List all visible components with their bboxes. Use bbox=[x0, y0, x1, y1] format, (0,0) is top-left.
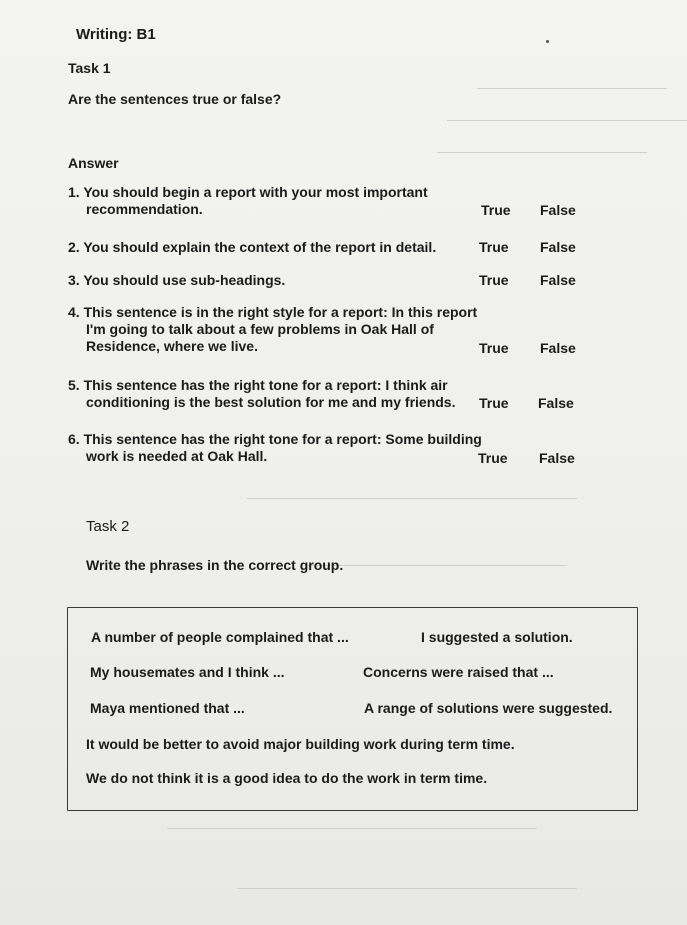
question-text-cont: Residence, where we live. bbox=[86, 338, 258, 354]
false-option[interactable]: False bbox=[539, 450, 575, 466]
question-2 bbox=[68, 239, 436, 256]
question-text-cont: conditioning is the best solution for me and my friends. bbox=[86, 394, 456, 410]
false-option[interactable]: False bbox=[540, 272, 576, 288]
phrase[interactable]: We do not think it is a good idea to do the work in term time. bbox=[86, 770, 488, 786]
false-option[interactable]: False bbox=[540, 340, 576, 356]
false-option[interactable]: False bbox=[538, 395, 574, 411]
question-text: You should use sub-headings. bbox=[83, 272, 286, 288]
question-number: 3. bbox=[68, 272, 80, 288]
bleed-line bbox=[167, 828, 537, 829]
phrase[interactable]: A number of people complained that ... bbox=[91, 629, 349, 645]
question-number: 2. bbox=[68, 239, 80, 255]
bleed-line bbox=[307, 565, 567, 566]
true-option[interactable]: True bbox=[479, 239, 509, 255]
question-3 bbox=[68, 272, 285, 289]
task2-label: Task 2 bbox=[86, 518, 130, 535]
false-option[interactable]: False bbox=[540, 202, 576, 218]
phrase[interactable]: It would be better to avoid major building work during term time. bbox=[86, 736, 515, 752]
page-title: Writing: B1 bbox=[76, 26, 156, 43]
question-number: 5. bbox=[68, 377, 80, 393]
phrase[interactable]: Maya mentioned that ... bbox=[90, 700, 245, 716]
speck bbox=[546, 40, 549, 43]
true-option[interactable]: True bbox=[481, 202, 511, 218]
false-option[interactable]: False bbox=[540, 239, 576, 255]
true-option[interactable]: True bbox=[478, 450, 508, 466]
question-1 bbox=[68, 184, 428, 218]
task1-label: Task 1 bbox=[68, 60, 111, 76]
phrase[interactable]: I suggested a solution. bbox=[421, 629, 573, 645]
task2-instruction: Write the phrases in the correct group. bbox=[86, 557, 344, 573]
question-text: You should explain the context of the report in detail. bbox=[83, 239, 437, 255]
question-text: You should begin a report with your most important bbox=[83, 184, 428, 200]
question-number: 4. bbox=[68, 304, 80, 320]
question-text-cont: work is needed at Oak Hall. bbox=[86, 448, 268, 464]
question-text: This sentence is in the right style for a report: In this report bbox=[83, 304, 478, 320]
true-option[interactable]: True bbox=[479, 395, 509, 411]
question-text: This sentence has the right tone for a report: I think air bbox=[83, 377, 448, 393]
bleed-line bbox=[247, 498, 577, 499]
question-text: This sentence has the right tone for a report: Some building bbox=[83, 431, 482, 447]
question-4 bbox=[68, 304, 477, 355]
question-text-cont: I'm going to talk about a few problems in Oak Hall of bbox=[86, 321, 434, 337]
phrase[interactable]: My housemates and I think ... bbox=[90, 664, 285, 680]
task1-question: Are the sentences true or false? bbox=[68, 91, 282, 107]
answer-label: Answer bbox=[68, 155, 119, 171]
true-option[interactable]: True bbox=[479, 340, 509, 356]
true-option[interactable]: True bbox=[479, 272, 509, 288]
question-5 bbox=[68, 377, 455, 411]
phrase[interactable]: A range of solutions were suggested. bbox=[364, 700, 613, 716]
question-6 bbox=[68, 431, 482, 465]
phrase[interactable]: Concerns were raised that ... bbox=[363, 664, 554, 680]
bleed-line bbox=[447, 120, 687, 121]
bleed-line bbox=[237, 888, 577, 889]
bleed-line bbox=[437, 152, 647, 153]
question-text-cont: recommendation. bbox=[86, 201, 203, 217]
question-number: 1. bbox=[68, 184, 80, 200]
question-number: 6. bbox=[68, 431, 80, 447]
bleed-line bbox=[477, 88, 667, 89]
